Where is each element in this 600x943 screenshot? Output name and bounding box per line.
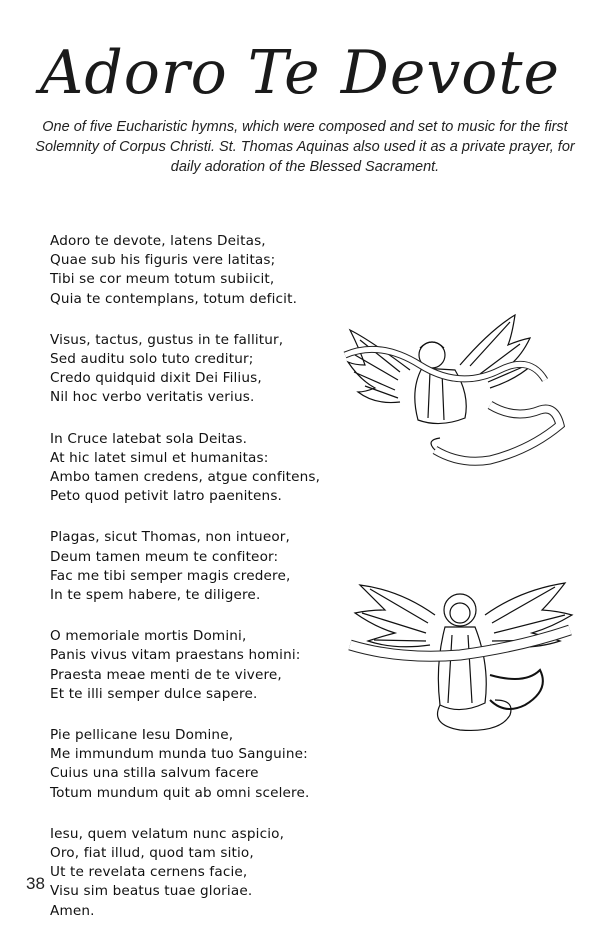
verse-line: Ambo tamen credens, atgue confitens, <box>50 469 321 486</box>
verse-line: Credo quidquid dixit Dei Filius, <box>50 370 262 387</box>
verse-line: Praesta meae menti de te vivere, <box>50 666 282 683</box>
verse-line: In te spem habere, te diligere. <box>50 587 261 604</box>
verse-line: Quae sub his figuris vere latitas; <box>50 252 276 269</box>
verse-line: Peto quod petivit latro paenitens. <box>50 488 283 505</box>
verse-line: Nil hoc verbo veritatis verius. <box>50 389 255 406</box>
verse-line: Et te illi semper dulce sapere. <box>50 685 258 702</box>
verse-line: Me immundum munda tuo Sanguine: <box>50 746 308 763</box>
page-title: Adoro Te Devote <box>40 38 560 108</box>
verse-line: Visus, tactus, gustus in te fallitur, <box>50 331 284 348</box>
angel-with-banner-icon <box>340 310 570 470</box>
verse-line: Ut te revelata cernens facie, <box>50 864 248 881</box>
verse-line: Iesu, quem velatum nunc aspicio, <box>50 825 285 842</box>
verse-line: Pie pellicane Iesu Domine, <box>50 727 234 744</box>
stanza <box>50 726 410 803</box>
verse-line: Quia te contemplans, totum deficit. <box>50 290 298 307</box>
verse-line: Fac me tibi semper magis credere, <box>50 567 291 584</box>
verse-line: Amen. <box>50 902 95 919</box>
verse-line: Panis vivus vitam praestans homini: <box>50 647 301 664</box>
verse-line: Deum tamen meum te confiteor: <box>50 548 279 565</box>
stanza <box>50 232 410 309</box>
angel-with-banner-icon <box>340 575 580 735</box>
verse-line: Totum mundum quit ab omni scelere. <box>50 784 310 801</box>
page-number: 38 <box>26 874 45 893</box>
verse-line: Sed auditu solo tuto creditur; <box>50 351 254 368</box>
verse-line: Adoro te devote, latens Deitas, <box>50 233 266 249</box>
verse-line: In Cruce latebat sola Deitas. <box>50 430 248 447</box>
verse-line: O memoriale mortis Domini, <box>50 628 247 645</box>
verse-line: Cuius una stilla salvum facere <box>50 765 259 782</box>
verse-line: Oro, fiat illud, quod tam sitio, <box>50 845 254 862</box>
verse-line: Visu sim beatus tuae gloriae. <box>50 883 253 900</box>
verse-line: Plagas, sicut Thomas, non intueor, <box>50 529 291 546</box>
verse-line: Tibi se cor meum totum subiicit, <box>50 271 275 288</box>
verse-line: At hic latet simul et humanitas: <box>50 449 269 466</box>
subtitle: One of five Eucharistic hymns, which were composed and set to music for the first Solemnity of Corpus Christi. St. Thomas Aquinas also used it as a private prayer, for daily adoration of the Blessed Sacrament. <box>35 119 575 175</box>
stanza <box>50 825 410 921</box>
